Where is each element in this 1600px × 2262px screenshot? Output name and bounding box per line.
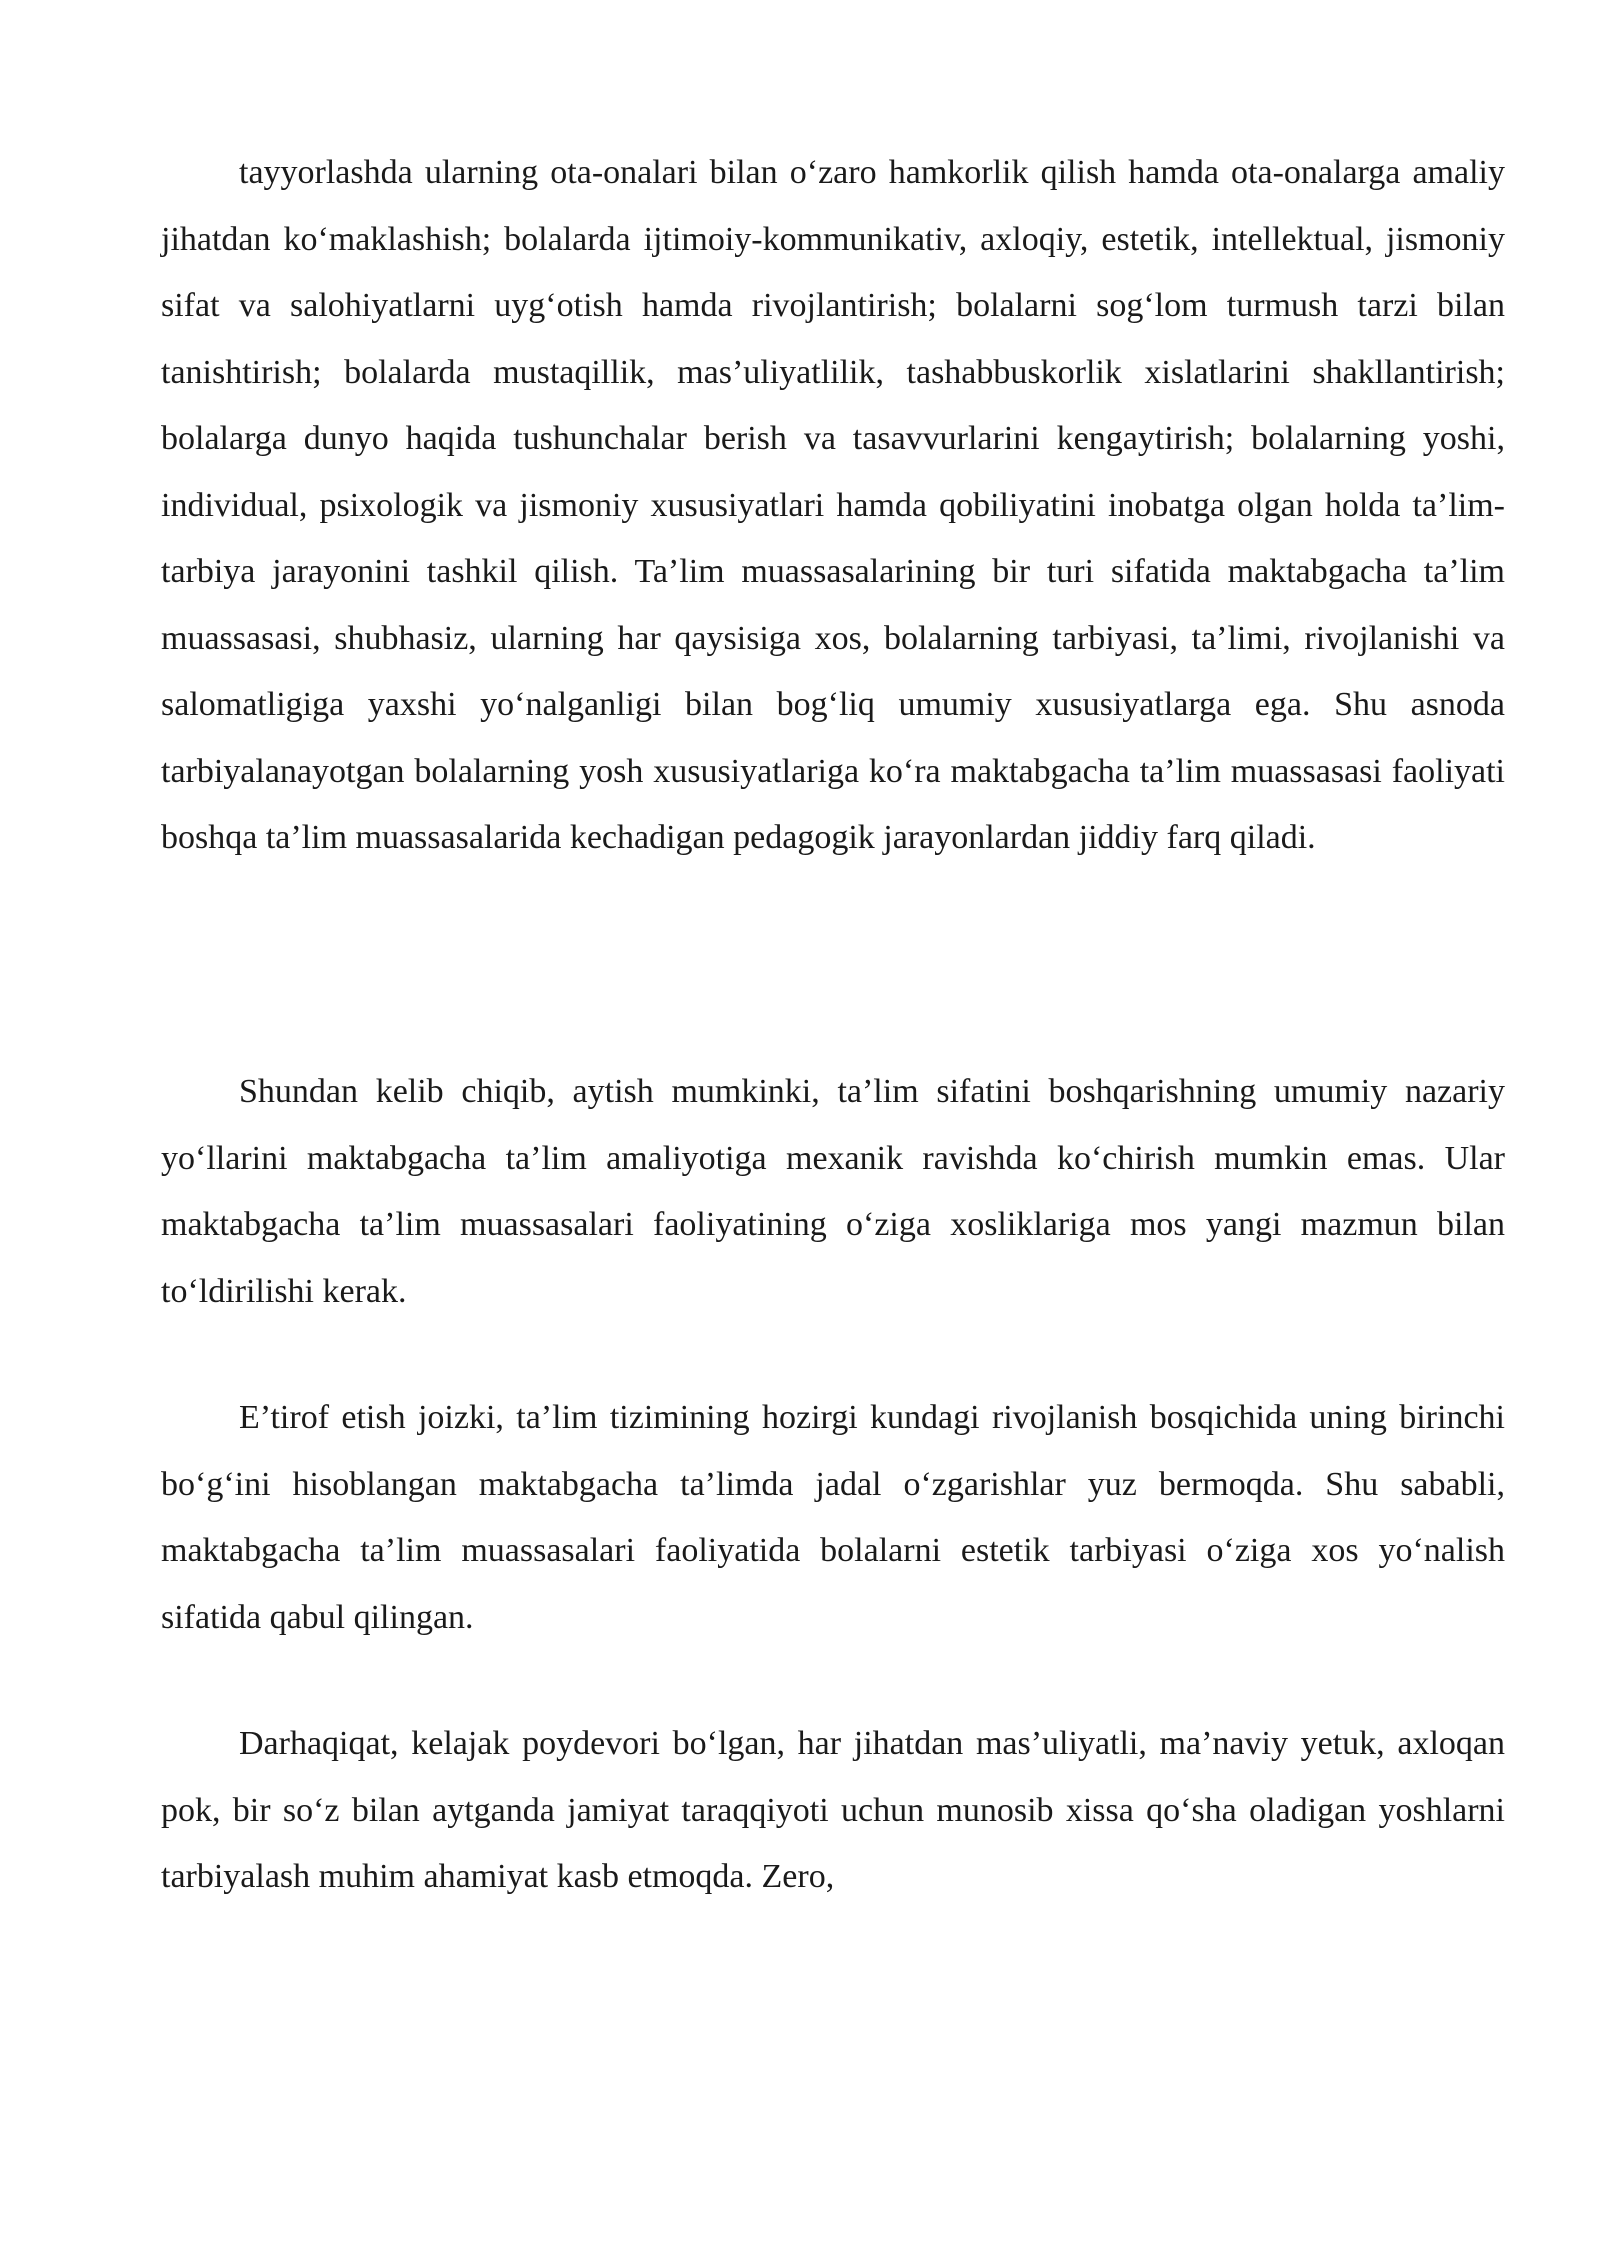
paragraph-text: Shundan kelib chiqib, aytish mumkinki, ta’lim sifatini boshqarishning umumiy nazariy yo‘llarini maktabgacha ta’lim amaliyotiga mexanik ravishda ko‘chirish mumkin emas. Ular maktabgacha ta’lim muassasalari faoliyatining o‘ziga xosliklariga mos yangi mazmun bilan to‘ldirilishi kerak. — [161, 1073, 1505, 1310]
paragraph-1 — [161, 140, 1505, 872]
paragraph-2 — [161, 1059, 1505, 1325]
paragraph-text: tayyorlashda ularning ota-onalari bilan o‘zaro hamkorlik qilish hamda ota-onalarga amaliy jihatdan ko‘maklashish; bolalarda ijtimoiy-kommunikativ, axloqiy, estetik, intellektual, jismoniy sifat va salohiyatlarni uyg‘otish hamda rivojlantirish; bolalarni sog‘lom turmush tarzi bilan tanishtirish; bolalarda mustaqillik, mas’uliyatlilik, tashabbuskorlik xislatlarini shakllantirish; bolalarga dunyo haqida tushunchalar berish va tasavvurlarini kengaytirish; bolalarning yoshi, individual, psixologik va jismoniy xususiyatlari hamda qobiliyatini inobatga olgan holda ta’lim-tarbiya jarayonini tashkil qilish. Ta’lim muassasalarining bir turi sifatida maktabgacha ta’lim muassasasi, shubhasiz, ularning har qaysisiga xos, bolalarning tarbiyasi, ta’limi, rivojlanishi va salomatligiga yaxshi yo‘nalganligi bilan bog‘liq umumiy xususiyatlarga ega. Shu asnoda tarbiyalanayotgan bolalarning yosh xususiyatlariga ko‘ra maktabgacha ta’lim muassasasi faoliyati boshqa ta’lim muassasalarida kechadigan pedagogik jarayonlardan jiddiy farq qiladi. — [161, 154, 1505, 856]
paragraph-text: E’tirof etish joizki, ta’lim tizimining hozirgi kundagi rivojlanish bosqichida uning birinchi bo‘g‘ini hisoblangan maktabgacha ta’limda jadal o‘zgarishlar yuz bermoqda. Shu sababli, maktabgacha ta’lim muassasalari faoliyatida bolalarni estetik tarbiyasi o‘ziga xos yo‘nalish sifatida qabul qilingan. — [161, 1399, 1505, 1636]
paragraph-4 — [161, 1711, 1505, 1911]
paragraph-3 — [161, 1385, 1505, 1651]
paragraph-text: Darhaqiqat, kelajak poydevori bo‘lgan, har jihatdan mas’uliyatli, ma’naviy yetuk, axloqan pok, bir so‘z bilan aytganda jamiyat taraqqiyoti uchun munosib xissa qo‘sha oladigan yoshlarni tarbiyalash muhim ahamiyat kasb etmoqda. Zero, — [161, 1725, 1505, 1895]
